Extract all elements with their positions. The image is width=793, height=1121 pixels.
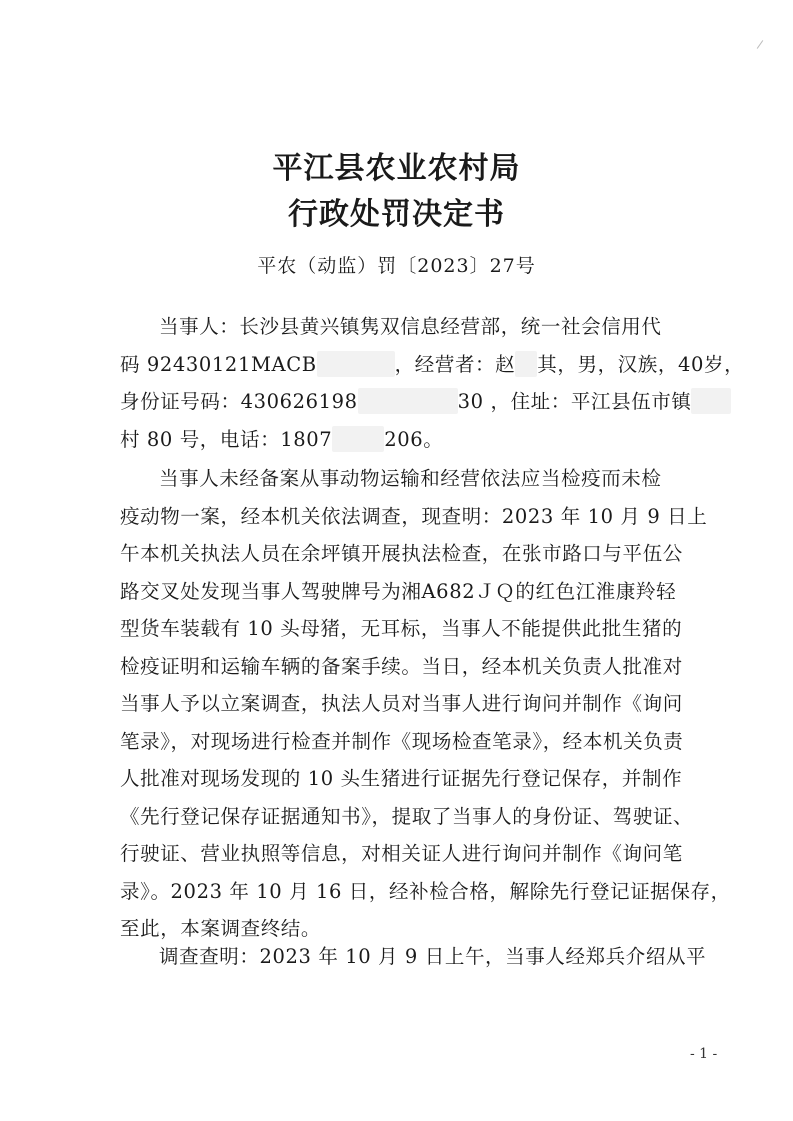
findings-paragraph (120, 938, 706, 976)
party-info-paragraph (120, 308, 745, 458)
corner-scan-mark (757, 40, 764, 49)
text-line: 人批准对现场发现的 10 头生猪进行证据先行登记保存，并制作 (120, 767, 683, 790)
doc-type-title: 行政处罚决定书 (288, 197, 505, 232)
text-line: 笔录》，对现场进行检查并制作《现场检查笔录》，经本机关负责 (120, 729, 684, 753)
text-line: 录》。2023 年 10 月 16 日，经补检合格，解除先行登记证据保存， (120, 879, 731, 903)
redaction-box (691, 388, 731, 414)
case-description-paragraph (120, 460, 731, 948)
redaction-box (317, 351, 395, 377)
text-line: 午本机关执法人员在余坪镇开展执法检查，在张市路口与平伍公 (120, 542, 683, 565)
org-title: 平江县农业农村局 (272, 151, 521, 186)
text-line: 当事人予以立案调查，执法人员对当事人进行询问并制作《询问 (120, 692, 683, 715)
redaction-box (332, 426, 384, 452)
text-line: 型货车装载有 10 头母猪，无耳标，当事人不能提供此批生猪的 (120, 617, 683, 640)
document-number: 平农（动监）罚〔2023〕27号 (257, 255, 536, 277)
text-line: 至此，本案调查终结。 (120, 917, 322, 940)
text-line: 调查查明：2023 年 10 月 9 日上午，当事人经郑兵介绍从平 (159, 945, 707, 968)
text-line: 身份证号码：430626198 30 ，住址：平江县伍市镇 (120, 383, 706, 421)
text-line: 检疫证明和运输车辆的备案手续。当日，经本机关负责人批准对 (120, 654, 683, 678)
text-line: 码 92430121MACB ，经营者：赵 其，男，汉族，40岁， (120, 352, 745, 376)
page-number: - 1 - (690, 1046, 718, 1062)
text-line: 疫动物一案，经本机关依法调查，现查明：2023 年 10 月 9 日上 (120, 504, 708, 528)
text-line: 村 80 号，电话：1807 206。 (120, 427, 444, 451)
redaction-box (358, 388, 458, 414)
text-line: 《先行登记保存证据通知书》，提取了当事人的身份证、驾驶证、 (120, 804, 694, 828)
text-line: 路交叉处发现当事人驾驶牌号为湘A682ＪＱ的红色江淮康羚轻 (120, 579, 677, 603)
text-line: 行驶证、营业执照等信息，对相关证人进行询问并制作《询问笔 (120, 842, 683, 865)
text-line: 当事人未经备案从事动物运输和经营依法应当检疫而未检 (159, 467, 662, 490)
redaction-box (515, 351, 537, 377)
text-line: 当事人：长沙县黄兴镇隽双信息经营部，统一社会信用代 (159, 315, 662, 338)
